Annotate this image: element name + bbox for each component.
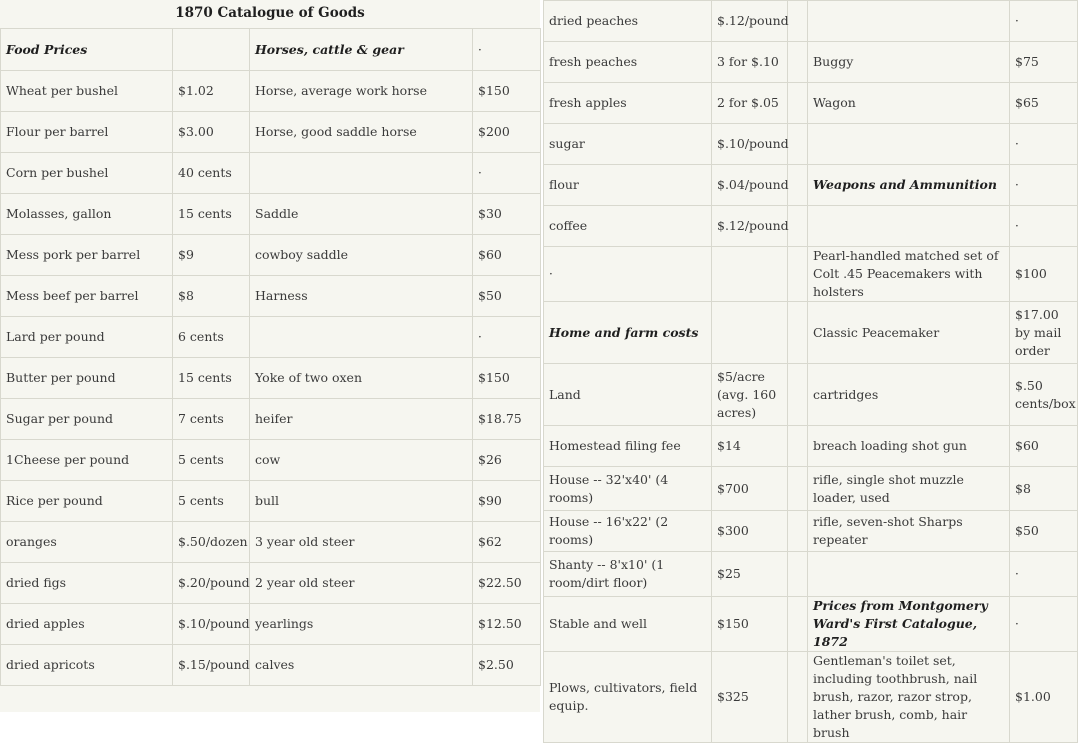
table-cell: dried figs bbox=[1, 563, 173, 604]
table-cell: oranges bbox=[1, 522, 173, 563]
table-cell: $.50 cents/box bbox=[1010, 364, 1078, 426]
table-cell: fresh apples bbox=[544, 83, 712, 124]
table-cell: Horse, average work horse bbox=[250, 71, 473, 112]
table-cell: rifle, single shot muzzle loader, used bbox=[808, 467, 1010, 511]
table-cell: dried apples bbox=[1, 604, 173, 645]
table-cell: sugar bbox=[544, 124, 712, 165]
table-cell: $60 bbox=[473, 235, 541, 276]
table-cell: $18.75 bbox=[473, 399, 541, 440]
catalogue-title: 1870 Catalogue of Goods bbox=[175, 5, 365, 21]
table-cell: 40 cents bbox=[173, 153, 250, 194]
table-cell: $30 bbox=[473, 194, 541, 235]
table-cell: · bbox=[473, 29, 541, 71]
table-cell: cartridges bbox=[808, 364, 1010, 426]
table-row bbox=[1, 563, 541, 604]
table-cell: yearlings bbox=[250, 604, 473, 645]
table-cell: 2 year old steer bbox=[250, 563, 473, 604]
table-cell: $2.50 bbox=[473, 645, 541, 686]
table-row bbox=[1, 153, 541, 194]
table-row bbox=[1, 399, 541, 440]
table-cell: Lard per pound bbox=[1, 317, 173, 358]
table-row bbox=[544, 597, 1078, 652]
table-cell: $50 bbox=[473, 276, 541, 317]
table-row bbox=[544, 302, 1078, 364]
table-cell: Gentleman's toilet set, including toothbrush, nail brush, razor, razor strop, lather brush, comb, hair brush bbox=[808, 652, 1010, 743]
table-cell: · bbox=[473, 153, 541, 194]
table-cell: Land bbox=[544, 364, 712, 426]
table-row bbox=[1, 440, 541, 481]
table-cell: 15 cents bbox=[173, 358, 250, 399]
table-cell: Flour per barrel bbox=[1, 112, 173, 153]
table-cell: breach loading shot gun bbox=[808, 426, 1010, 467]
table-row bbox=[1, 194, 541, 235]
table-cell: · bbox=[1010, 1, 1078, 42]
table-cell: $62 bbox=[473, 522, 541, 563]
table-cell: $.12/pound bbox=[712, 1, 788, 42]
table-cell: $150 bbox=[473, 358, 541, 399]
table-cell: $.20/pound bbox=[173, 563, 250, 604]
table-cell: $.04/pound bbox=[712, 165, 788, 206]
table-cell: Yoke of two oxen bbox=[250, 358, 473, 399]
table-row bbox=[1, 112, 541, 153]
table-cell bbox=[788, 511, 808, 552]
table-cell: cowboy saddle bbox=[250, 235, 473, 276]
table-cell: Classic Peacemaker bbox=[808, 302, 1010, 364]
table-cell: $50 bbox=[1010, 511, 1078, 552]
table-cell: $9 bbox=[173, 235, 250, 276]
table-cell: dried apricots bbox=[1, 645, 173, 686]
table-cell: $5/acre (avg. 160 acres) bbox=[712, 364, 788, 426]
table-row bbox=[1, 317, 541, 358]
section-heading-weapons-ammunition: Weapons and Ammunition bbox=[808, 165, 1010, 206]
table-cell: $200 bbox=[473, 112, 541, 153]
table-row bbox=[544, 206, 1078, 247]
table-cell: · bbox=[1010, 597, 1078, 652]
table-cell: Butter per pound bbox=[1, 358, 173, 399]
table-cell: 2 for $.05 bbox=[712, 83, 788, 124]
table-row bbox=[1, 276, 541, 317]
table-cell: 6 cents bbox=[173, 317, 250, 358]
table-cell bbox=[173, 29, 250, 71]
table-cell bbox=[788, 552, 808, 597]
table-cell: $.50/dozen bbox=[173, 522, 250, 563]
table-cell: $.10/pound bbox=[173, 604, 250, 645]
table-cell bbox=[788, 42, 808, 83]
table-cell: rifle, seven-shot Sharps repeater bbox=[808, 511, 1010, 552]
table-row bbox=[544, 364, 1078, 426]
table-cell: $150 bbox=[473, 71, 541, 112]
table-cell bbox=[250, 153, 473, 194]
table-cell: $325 bbox=[712, 652, 788, 743]
table-row bbox=[544, 165, 1078, 206]
table-cell bbox=[788, 165, 808, 206]
table-cell: bull bbox=[250, 481, 473, 522]
table-row bbox=[1, 358, 541, 399]
table-cell: $90 bbox=[473, 481, 541, 522]
left-catalogue-panel bbox=[0, 0, 540, 712]
table-cell: Mess pork per barrel bbox=[1, 235, 173, 276]
table-cell bbox=[788, 83, 808, 124]
table-cell bbox=[712, 247, 788, 302]
table-cell: 15 cents bbox=[173, 194, 250, 235]
table-cell: 1Cheese per pound bbox=[1, 440, 173, 481]
table-row bbox=[1, 71, 541, 112]
table-row bbox=[544, 124, 1078, 165]
table-cell bbox=[788, 652, 808, 743]
table-cell: · bbox=[1010, 165, 1078, 206]
table-cell: $8 bbox=[1010, 467, 1078, 511]
table-cell: Homestead filing fee bbox=[544, 426, 712, 467]
table-cell bbox=[788, 597, 808, 652]
table-cell bbox=[788, 426, 808, 467]
table-cell: Sugar per pound bbox=[1, 399, 173, 440]
table-cell bbox=[712, 302, 788, 364]
table-cell: $3.00 bbox=[173, 112, 250, 153]
table-cell: $.12/pound bbox=[712, 206, 788, 247]
table-cell bbox=[808, 1, 1010, 42]
table-cell: Pearl-handled matched set of Colt .45 Peacemakers with holsters bbox=[808, 247, 1010, 302]
section-heading-montgomery-ward: Prices from Montgomery Ward's First Catalogue, 1872 bbox=[808, 597, 1010, 652]
table-cell: $17.00 by mail order bbox=[1010, 302, 1078, 364]
table-cell: Stable and well bbox=[544, 597, 712, 652]
table-cell: $22.50 bbox=[473, 563, 541, 604]
table-cell: Plows, cultivators, field equip. bbox=[544, 652, 712, 743]
table-cell: · bbox=[473, 317, 541, 358]
table-cell: Rice per pound bbox=[1, 481, 173, 522]
table-cell: Molasses, gallon bbox=[1, 194, 173, 235]
table-cell: dried peaches bbox=[544, 1, 712, 42]
table-cell: $8 bbox=[173, 276, 250, 317]
table-row bbox=[1, 235, 541, 276]
table-row bbox=[544, 652, 1078, 743]
table-cell: Corn per bushel bbox=[1, 153, 173, 194]
table-cell: 7 cents bbox=[173, 399, 250, 440]
right-catalogue-panel bbox=[543, 0, 1077, 740]
right-price-table bbox=[543, 0, 1078, 743]
table-cell bbox=[788, 247, 808, 302]
table-row bbox=[544, 247, 1078, 302]
table-cell: 5 cents bbox=[173, 440, 250, 481]
table-cell: coffee bbox=[544, 206, 712, 247]
table-row bbox=[544, 1, 1078, 42]
table-cell: heifer bbox=[250, 399, 473, 440]
table-cell: Mess beef per barrel bbox=[1, 276, 173, 317]
table-cell: Saddle bbox=[250, 194, 473, 235]
table-row bbox=[544, 552, 1078, 597]
table-cell: Horse, good saddle horse bbox=[250, 112, 473, 153]
table-row bbox=[1, 481, 541, 522]
table-cell: Harness bbox=[250, 276, 473, 317]
table-cell: $26 bbox=[473, 440, 541, 481]
table-cell: $.15/pound bbox=[173, 645, 250, 686]
table-cell: $12.50 bbox=[473, 604, 541, 645]
table-cell: Wheat per bushel bbox=[1, 71, 173, 112]
table-cell: fresh peaches bbox=[544, 42, 712, 83]
table-cell: · bbox=[1010, 552, 1078, 597]
table-row bbox=[544, 426, 1078, 467]
table-row bbox=[1, 604, 541, 645]
table-cell bbox=[250, 317, 473, 358]
table-row bbox=[544, 467, 1078, 511]
table-cell bbox=[808, 206, 1010, 247]
table-cell: · bbox=[1010, 206, 1078, 247]
table-row bbox=[1, 29, 541, 71]
table-cell: flour bbox=[544, 165, 712, 206]
table-row bbox=[544, 511, 1078, 552]
table-row bbox=[544, 83, 1078, 124]
table-cell: 3 year old steer bbox=[250, 522, 473, 563]
table-cell: $700 bbox=[712, 467, 788, 511]
table-cell: · bbox=[1010, 124, 1078, 165]
section-heading-food-prices: Food Prices bbox=[1, 29, 173, 71]
table-cell: $150 bbox=[712, 597, 788, 652]
table-row bbox=[1, 522, 541, 563]
table-cell: House -- 32'x40' (4 rooms) bbox=[544, 467, 712, 511]
table-cell: Buggy bbox=[808, 42, 1010, 83]
table-cell: calves bbox=[250, 645, 473, 686]
table-cell: $60 bbox=[1010, 426, 1078, 467]
table-cell bbox=[808, 124, 1010, 165]
table-cell: House -- 16'x22' (2 rooms) bbox=[544, 511, 712, 552]
table-cell bbox=[788, 302, 808, 364]
left-price-table bbox=[0, 28, 541, 686]
table-cell: $1.02 bbox=[173, 71, 250, 112]
section-heading-horses-cattle-gear: Horses, cattle & gear bbox=[250, 29, 473, 71]
table-cell: · bbox=[544, 247, 712, 302]
table-cell: $300 bbox=[712, 511, 788, 552]
table-cell: Shanty -- 8'x10' (1 room/dirt floor) bbox=[544, 552, 712, 597]
table-cell: $65 bbox=[1010, 83, 1078, 124]
table-cell: Wagon bbox=[808, 83, 1010, 124]
table-cell bbox=[788, 124, 808, 165]
table-cell: 5 cents bbox=[173, 481, 250, 522]
table-cell: $.10/pound bbox=[712, 124, 788, 165]
table-cell: $1.00 bbox=[1010, 652, 1078, 743]
table-cell: 3 for $.10 bbox=[712, 42, 788, 83]
table-cell: $25 bbox=[712, 552, 788, 597]
table-cell: $75 bbox=[1010, 42, 1078, 83]
table-cell: cow bbox=[250, 440, 473, 481]
table-cell bbox=[788, 1, 808, 42]
table-cell: $14 bbox=[712, 426, 788, 467]
table-cell bbox=[788, 364, 808, 426]
table-cell: $100 bbox=[1010, 247, 1078, 302]
table-row bbox=[544, 42, 1078, 83]
table-cell bbox=[808, 552, 1010, 597]
table-row bbox=[1, 645, 541, 686]
table-cell bbox=[788, 206, 808, 247]
table-cell bbox=[788, 467, 808, 511]
section-heading-home-farm-costs: Home and farm costs bbox=[544, 302, 712, 364]
